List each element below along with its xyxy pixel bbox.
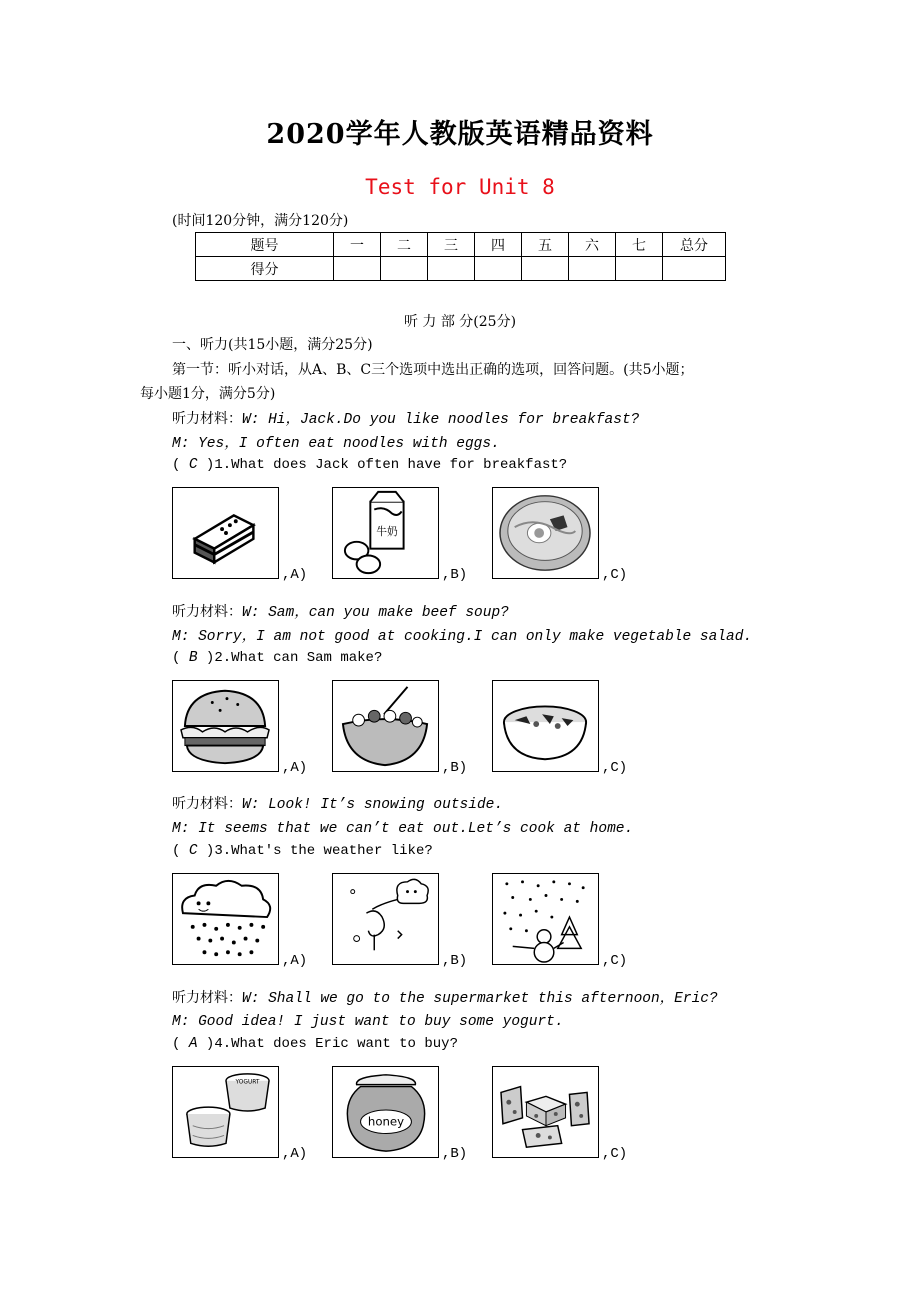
table-cell: 题号 (196, 233, 334, 257)
table-cell (475, 257, 522, 281)
question-text: 2.What can Sam make? (214, 650, 383, 666)
dialogue-line: : Sam，can you make beef soup? (250, 605, 509, 621)
milk-and-eggs-icon (333, 488, 438, 578)
speaker-tag: W (242, 991, 251, 1007)
dialogue-m (172, 431, 500, 452)
table-cell: 总分 (663, 233, 726, 257)
table-row (196, 257, 726, 281)
dialogue-line: : Yes，I often eat noodles with eggs. (180, 436, 500, 452)
table-cell: 二 (381, 233, 428, 257)
table-cell (616, 257, 663, 281)
option-image[interactable] (492, 873, 599, 965)
paren: ) (205, 843, 215, 859)
question-line (172, 1036, 458, 1052)
wind-icon (333, 874, 438, 964)
dialogue-line: : Shall we go to the supermarket this afternoon，Eric? (250, 991, 718, 1007)
cheese-icon (493, 1067, 598, 1157)
question-text: 4.What does Eric want to buy? (214, 1036, 458, 1052)
dialogue-line: : It seems that we can’t eat out.Let’s cook at home. (180, 821, 634, 837)
dialogue-line: : Sorry，I am not good at cooking.I can only make vegetable salad. (180, 629, 753, 645)
table-cell: 五 (522, 233, 569, 257)
paren: ( (172, 457, 181, 473)
option-label: ,C) (602, 953, 628, 969)
speaker-tag: M (172, 1014, 181, 1030)
dialogue-m (172, 817, 633, 837)
answer-letter: C (188, 457, 198, 473)
option-label: ,C) (602, 760, 628, 776)
option-label: ,B) (442, 1146, 468, 1162)
section-title: 听 力 部 分(25分) (403, 314, 517, 330)
page-header: 2020学年人教版英语精品资料 (266, 119, 654, 150)
noodle-bowl-icon (493, 488, 598, 578)
option-label: ,C) (602, 567, 628, 583)
table-cell: 三 (428, 233, 475, 257)
option-label: ,A) (282, 953, 308, 969)
material-prefix: 听力材料： (172, 411, 242, 427)
option-label: ,B) (442, 953, 468, 969)
option-image[interactable] (172, 487, 279, 579)
paren: ( (172, 843, 181, 859)
answer-letter: A (188, 1036, 198, 1052)
table-cell: 得分 (196, 257, 334, 281)
yogurt-cups-icon (173, 1067, 278, 1157)
option-image[interactable] (332, 873, 439, 965)
table-cell (381, 257, 428, 281)
option-label: ,A) (282, 760, 308, 776)
answer-letter: B (188, 650, 198, 666)
option-label: ,A) (282, 1146, 308, 1162)
dialogue-m (172, 624, 752, 645)
option-image[interactable] (172, 873, 279, 965)
score-table (195, 232, 726, 281)
option-image[interactable] (492, 487, 599, 579)
speaker-tag: W (242, 797, 251, 813)
test-title: Test for Unit 8 (365, 175, 555, 199)
paren: ) (205, 1036, 215, 1052)
part-heading: 一、听力(共15小题，满分25分) (172, 337, 373, 353)
paren: ) (205, 457, 215, 473)
table-cell: 四 (475, 233, 522, 257)
speaker-tag: M (172, 821, 181, 837)
dialogue-line: : Good idea! I just want to buy some yogurt. (180, 1014, 564, 1030)
option-image[interactable] (172, 1066, 279, 1158)
option-label: ,C) (602, 1146, 628, 1162)
speaker-tag: W (242, 605, 251, 621)
option-image[interactable] (492, 1066, 599, 1158)
answer-letter: C (188, 843, 198, 859)
paren: ( (172, 1036, 181, 1052)
honey-label: honey (367, 1114, 405, 1129)
table-cell (428, 257, 475, 281)
table-cell: 一 (334, 233, 381, 257)
table-cell (334, 257, 381, 281)
option-label: ,B) (442, 567, 468, 583)
rain-cloud-icon (173, 874, 278, 964)
dialogue-w (172, 600, 509, 621)
question-line (172, 843, 433, 859)
option-image[interactable] (332, 1066, 439, 1158)
table-cell (569, 257, 616, 281)
material-prefix: 听力材料： (172, 990, 242, 1006)
hamburger-icon (173, 681, 278, 771)
speaker-tag: W (242, 412, 251, 428)
soup-bowl-icon (493, 681, 598, 771)
question-line (172, 457, 567, 473)
dialogue-line: : Look! It’s snowing outside. (250, 797, 504, 813)
option-image[interactable] (332, 487, 439, 579)
table-row (196, 233, 726, 257)
dialogue-line: : Hi，Jack.Do you like noodles for breakfast? (250, 412, 640, 428)
material-prefix: 听力材料： (172, 604, 242, 620)
time-note: (时间120分钟，满分120分) (172, 213, 349, 229)
option-label: ,A) (282, 567, 308, 583)
paren: ) (205, 650, 215, 666)
question-text: 3.What's the weather like? (214, 843, 433, 859)
snow-icon (493, 874, 598, 964)
dialogue-w (172, 793, 503, 813)
option-image[interactable] (492, 680, 599, 772)
milk-label: 牛奶 (376, 524, 398, 538)
material-prefix: 听力材料： (172, 796, 242, 812)
table-cell (663, 257, 726, 281)
paren: ( (172, 650, 181, 666)
table-cell: 六 (569, 233, 616, 257)
dialogue-w (172, 986, 718, 1007)
table-cell (522, 257, 569, 281)
honey-jar-icon (333, 1067, 438, 1157)
salad-bowl-icon (333, 681, 438, 771)
part-instructions: 第一节：听小对话，从A、B、C三个选项中选出正确的选项，回答问题。(共5小题； (172, 362, 694, 378)
speaker-tag: M (172, 436, 181, 452)
option-label: ,B) (442, 760, 468, 776)
question-text: 1.What does Jack often have for breakfast? (214, 457, 568, 473)
part-instructions-cont: 每小题1分，满分5分) (140, 386, 276, 402)
cake-slice-icon (173, 488, 278, 578)
option-image[interactable] (332, 680, 439, 772)
dialogue-w (172, 407, 639, 428)
speaker-tag: M (172, 629, 181, 645)
yogurt-label: YOGURT (235, 1079, 260, 1086)
table-cell: 七 (616, 233, 663, 257)
dialogue-m (172, 1010, 564, 1030)
option-image[interactable] (172, 680, 279, 772)
question-line (172, 650, 382, 666)
